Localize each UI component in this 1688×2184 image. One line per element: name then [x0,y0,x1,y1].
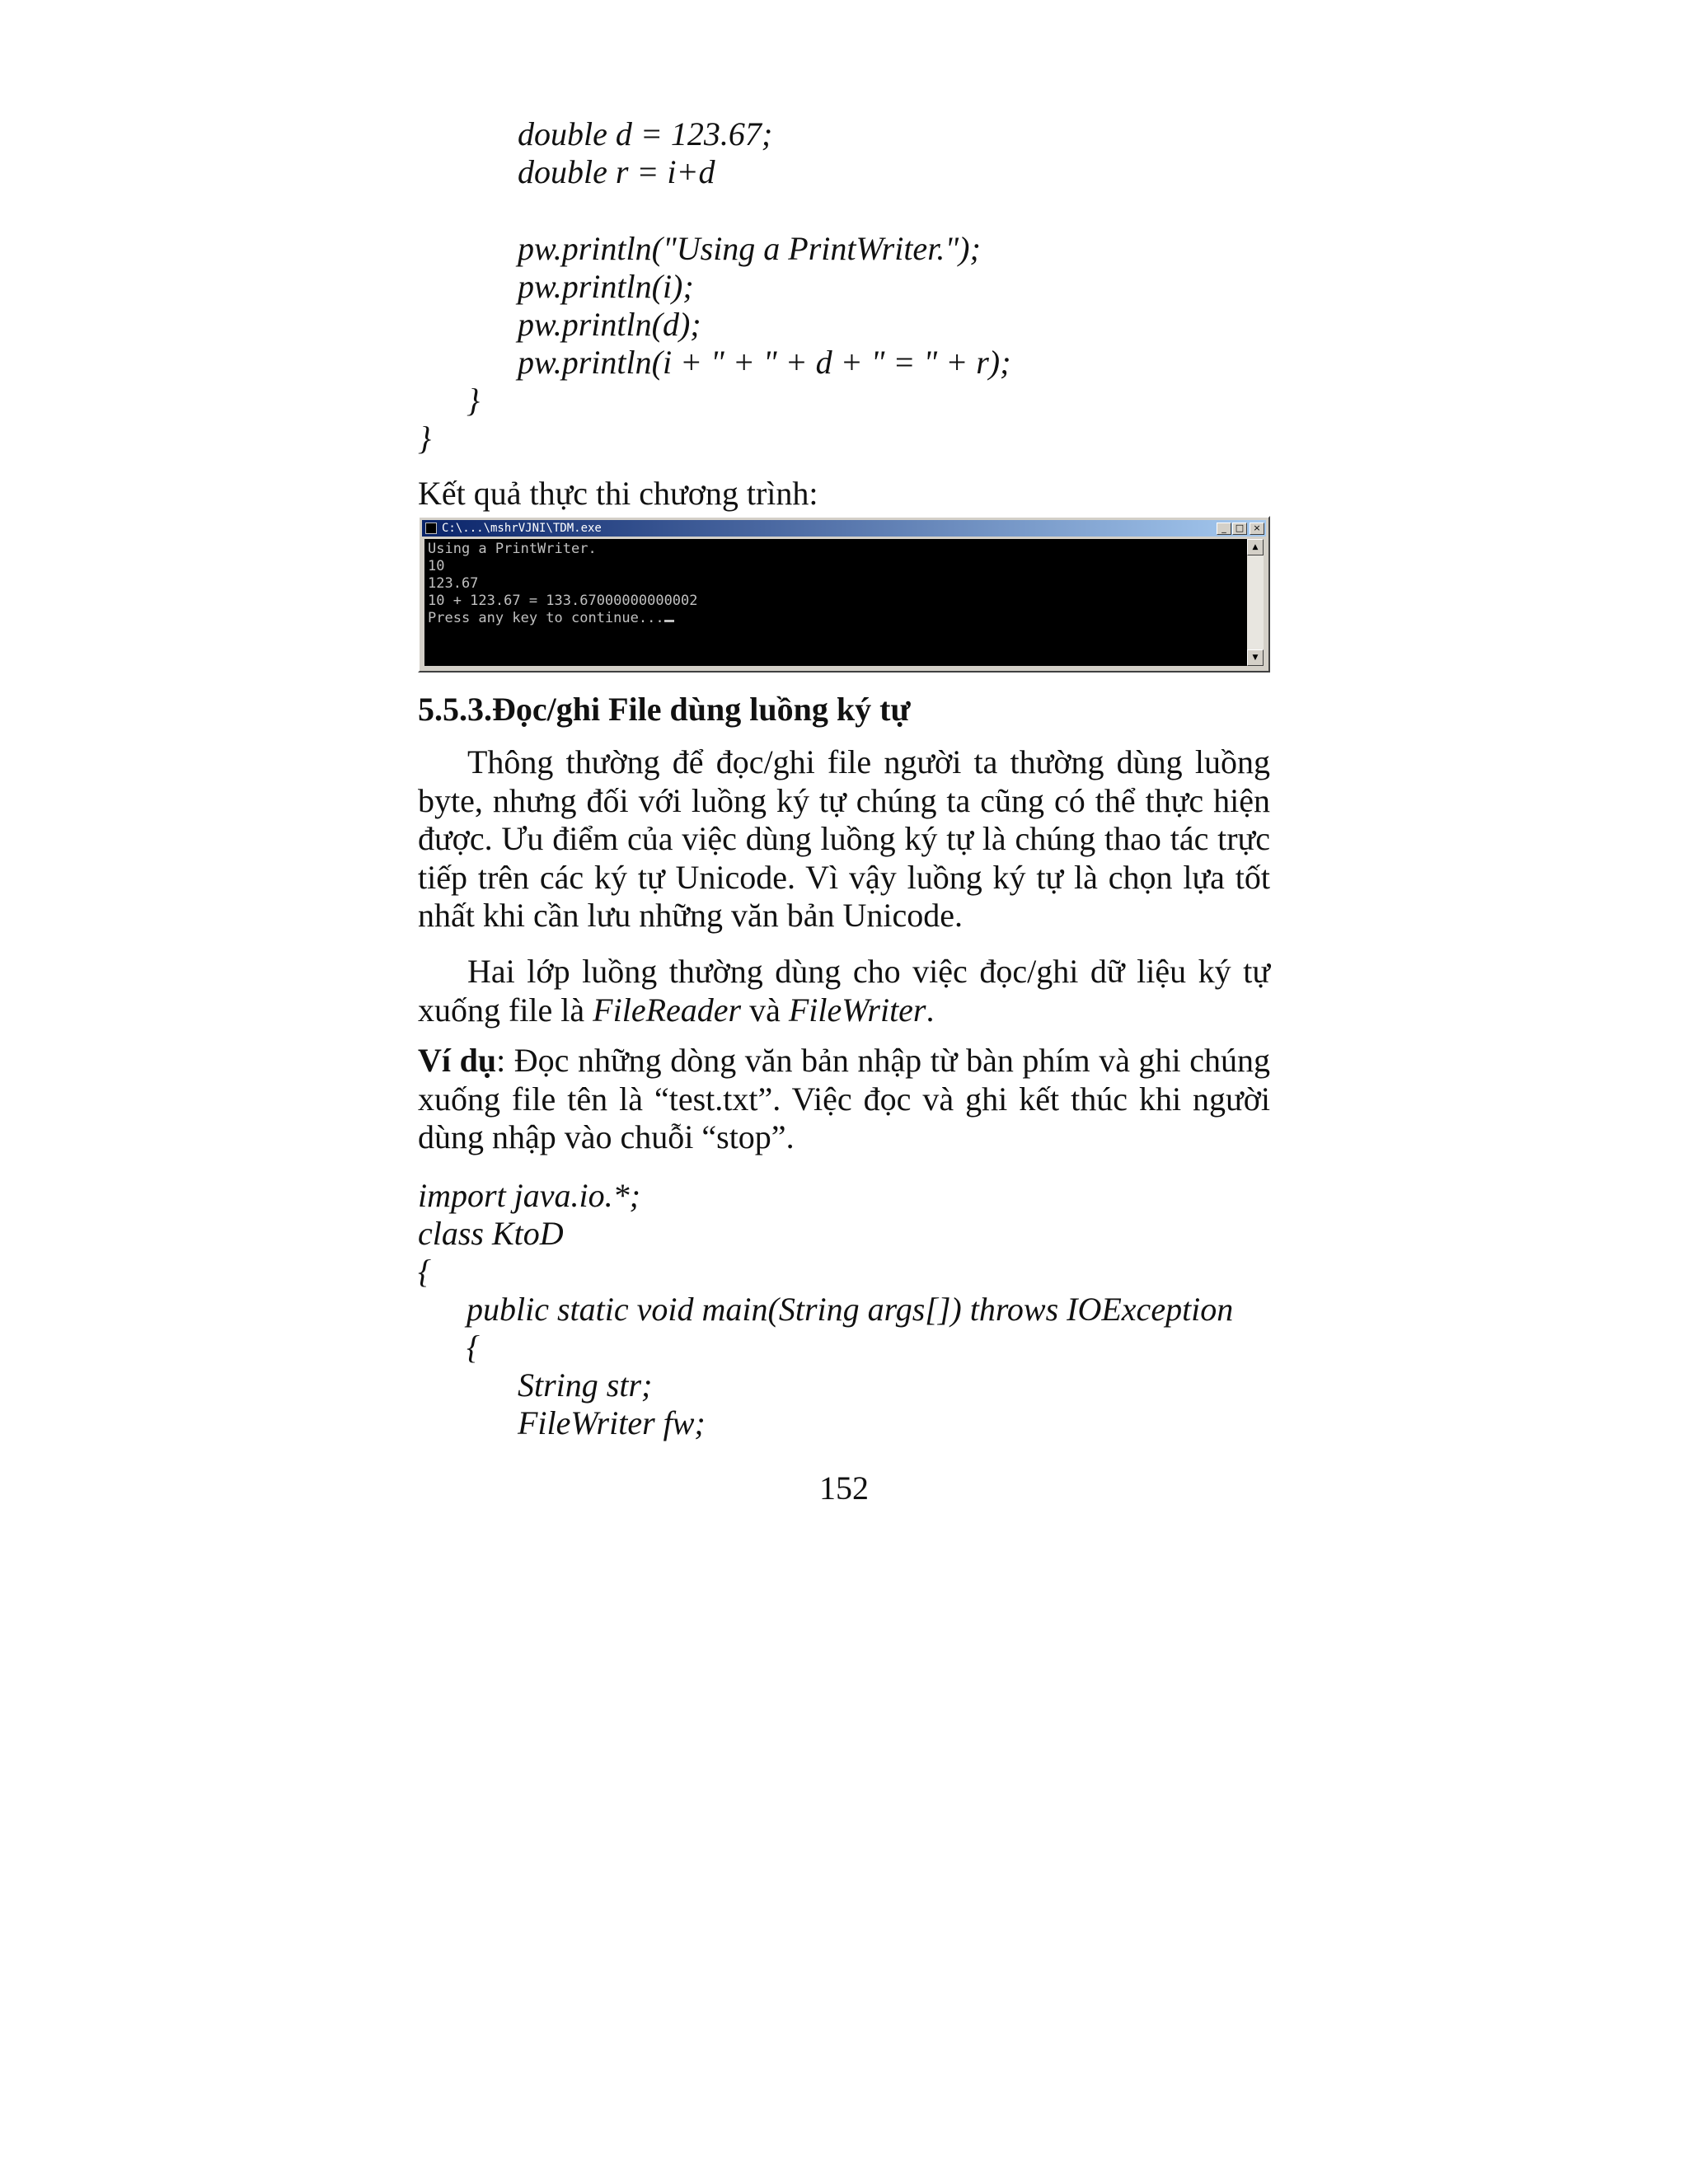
code-line: FileWriter fw; [518,1404,706,1441]
console-text [428,541,698,627]
code-line: pw.println(d); [518,306,701,343]
console-window [418,516,1270,673]
result-label: Kết quả thực thi chương trình: [418,475,818,512]
code-line: pw.println(i + " + " + d + " = " + r); [518,344,1011,381]
console-title: C:\...\mshrVJNI\TDM.exe [442,522,602,535]
paragraph [418,953,1270,1029]
console-line: Press any key to continue... [428,610,664,626]
code-line: } [467,382,480,419]
code-line: public static void main(String args[]) throws IOException [467,1291,1234,1328]
paragraph-text: và [741,991,789,1029]
console-cursor [664,620,674,622]
code-line: { [467,1329,480,1366]
scroll-down-button[interactable]: ▼ [1247,649,1264,666]
console-line: 123.67 [428,575,479,592]
code-line: { [418,1253,431,1290]
example-paragraph [418,1042,1270,1157]
paragraph-text: Thông thường để đọc/ghi file người ta thường dùng luồng byte, nhưng đối với luồng ký tự chúng ta cũng có thể thực hiện được. Ưu điểm của việc dùng luồng ký tự là chúng thao tác trực tiếp trên các ký tự Unicode. Vì vậy luồng ký tự là chọn lựa tốt nhất khi cần lưu những văn bản Unicode. [418,743,1270,934]
code-line: pw.println("Using a PrintWriter."); [518,230,981,267]
code-line: pw.println(i); [518,268,694,305]
paragraph-text: . [926,991,935,1029]
console-line: 10 [428,558,445,574]
close-button[interactable]: × [1250,523,1264,535]
page-number: 152 [819,1469,869,1507]
paragraph [418,743,1270,935]
console-scrollbar[interactable] [1247,539,1264,666]
console-output [424,539,1247,666]
code-line: class KtoD [418,1215,564,1252]
section-heading: 5.5.3.Đọc/ghi File dùng luồng ký tự [418,691,911,728]
console-system-icon [425,523,437,534]
console-line: Using a PrintWriter. [428,541,597,557]
code-line: double d = 123.67; [518,115,773,152]
example-text: : Đọc những dòng văn bản nhập từ bàn phím và ghi chúng xuống file tên là “test.txt”. Việc đọc và ghi kết thúc khi người dùng nhập vào chuỗi “stop”. [418,1042,1270,1155]
code-line: import java.io.*; [418,1177,640,1214]
console-line: 10 + 123.67 = 133.67000000000002 [428,593,698,609]
maximize-button[interactable]: □ [1232,523,1247,535]
code-line: String str; [518,1366,653,1404]
class-name-filereader: FileReader [593,991,742,1029]
paragraph-text: Hai lớp luồng thường dùng cho việc đọc/ghi dữ liệu ký tự xuống file là [418,953,1270,1029]
code-line: } [418,419,431,457]
code-line: double r = i+d [518,153,715,190]
minimize-button[interactable]: _ [1217,523,1231,535]
console-titlebar [422,520,1266,537]
example-label: Ví dụ [418,1042,497,1079]
class-name-filewriter: FileWriter [788,991,926,1029]
scroll-up-button[interactable]: ▲ [1247,539,1264,555]
